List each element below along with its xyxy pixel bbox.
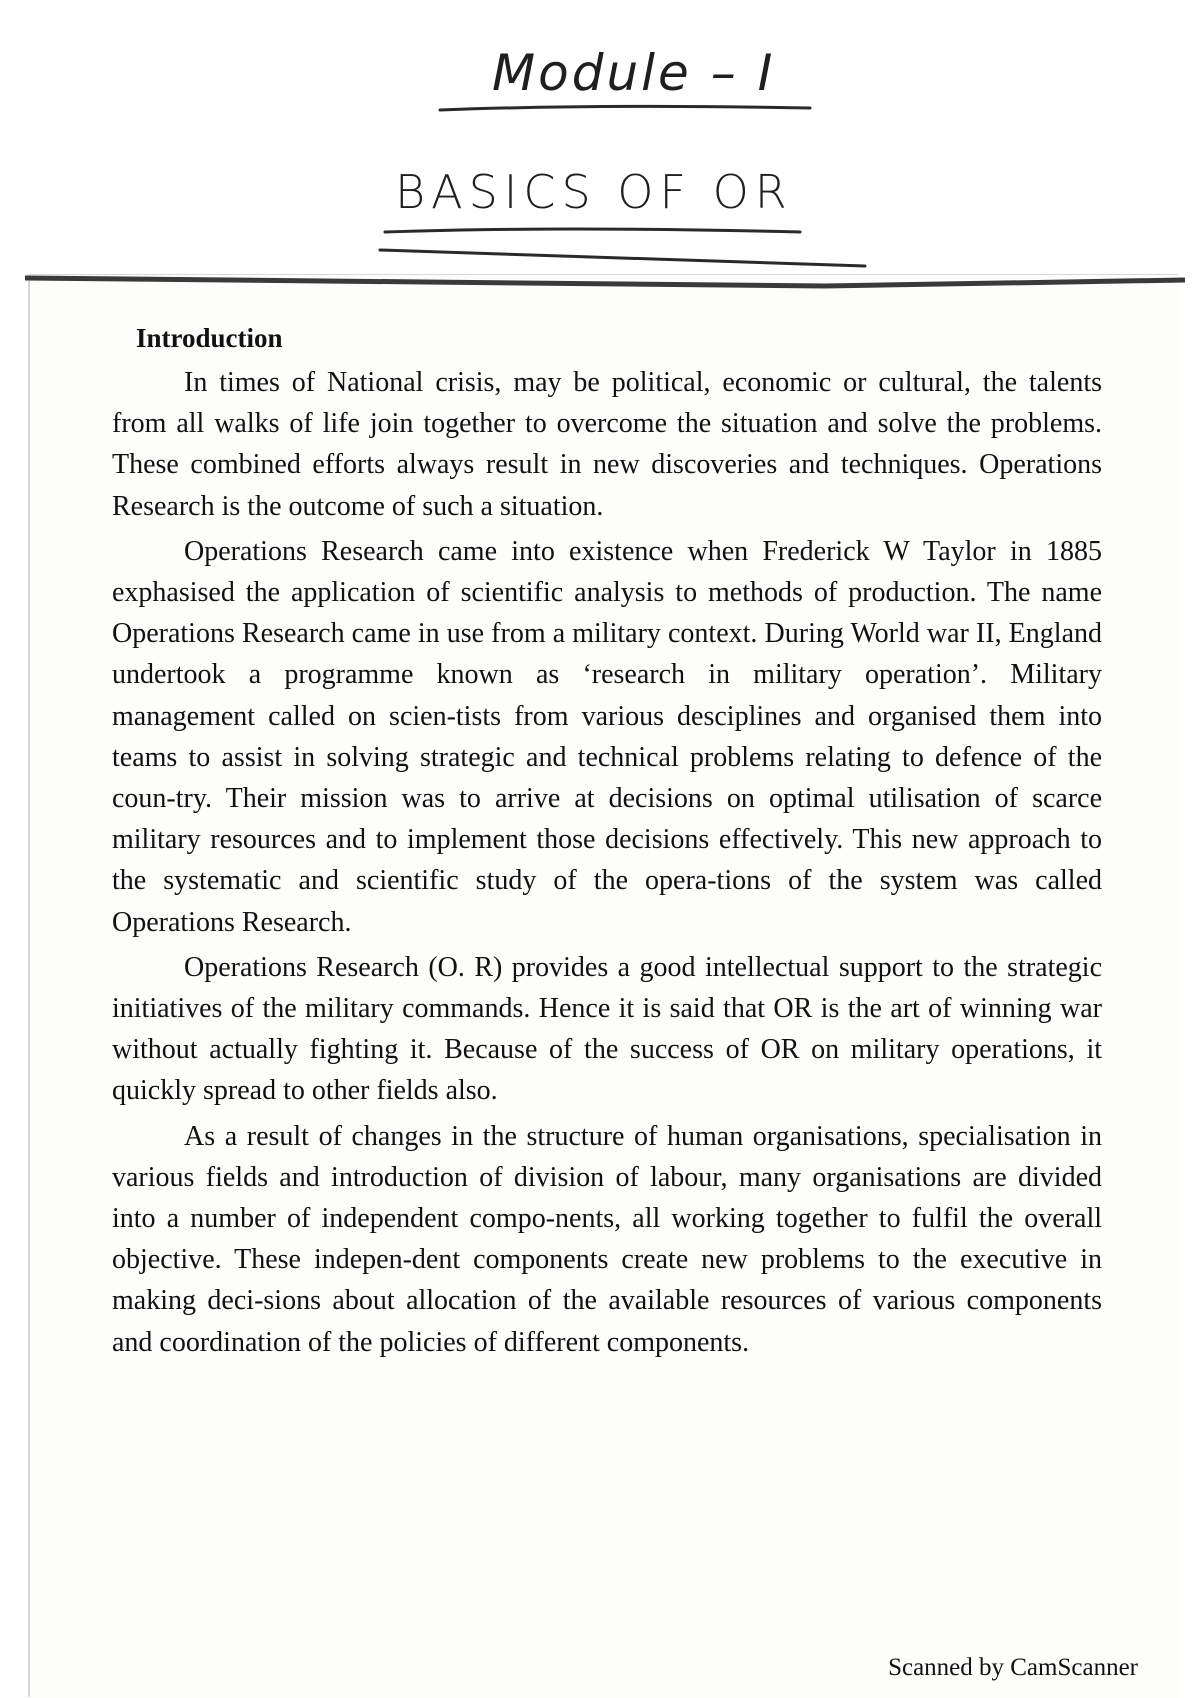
- paragraph: In times of National crisis, may be political, economic or cultural, the talents from all walks of life join together to overcome the situation and solve the problems. These combined efforts always result in new discoveries and techniques. Operations Research is the outcome of such a situation.: [112, 367, 1102, 522]
- page-top-edge: [25, 270, 1185, 292]
- paragraph: Operations Research came into existence when Frederick W Taylor in 1885 exphasised the application of scientific analysis to methods of production. The name Operations Research came in use from a military context. During World war II, England undertook a programme known as ‘research in military operation’. Military management called on scien-tists from various desciplines and organised them into teams to assist in solving strategic and technical problems relating to defence of the coun-try. Their mission was to arrive at decisions on optimal utilisation of scarce military resources and to implement those decisions effectively. This new approach to the systematic and scientific study of the opera-tions of the system was called Operations Research.: [112, 535, 1102, 938]
- paragraph: Operations Research (O. R) provides a good intellectual support to the strategic initiatives of the military commands. Hence it is said that OR is the art of winning war without actually fighting it. Because of the success of OR on military operations, it quickly spread to other fields also.: [112, 951, 1102, 1107]
- document-body: [112, 318, 1102, 1363]
- handwritten-header: [0, 0, 1200, 280]
- section-heading: Introduction: [136, 323, 283, 353]
- module-title: Module – I: [492, 44, 776, 102]
- topic-title: BASICS OF OR: [395, 165, 793, 219]
- handwritten-underlines: [0, 0, 1200, 280]
- scanner-watermark: Scanned by CamScanner: [888, 1654, 1138, 1681]
- paragraph: As a result of changes in the structure of human organisations, specialisation in various fields and introduction of division of labour, many organisations are divided into a number of independent compo-nents, all working together to fulfil the overall objective. These indepen-dent components create new problems to the executive in making deci-sions about allocation of the available resources of various components and coordination of the policies of different components.: [112, 1120, 1102, 1358]
